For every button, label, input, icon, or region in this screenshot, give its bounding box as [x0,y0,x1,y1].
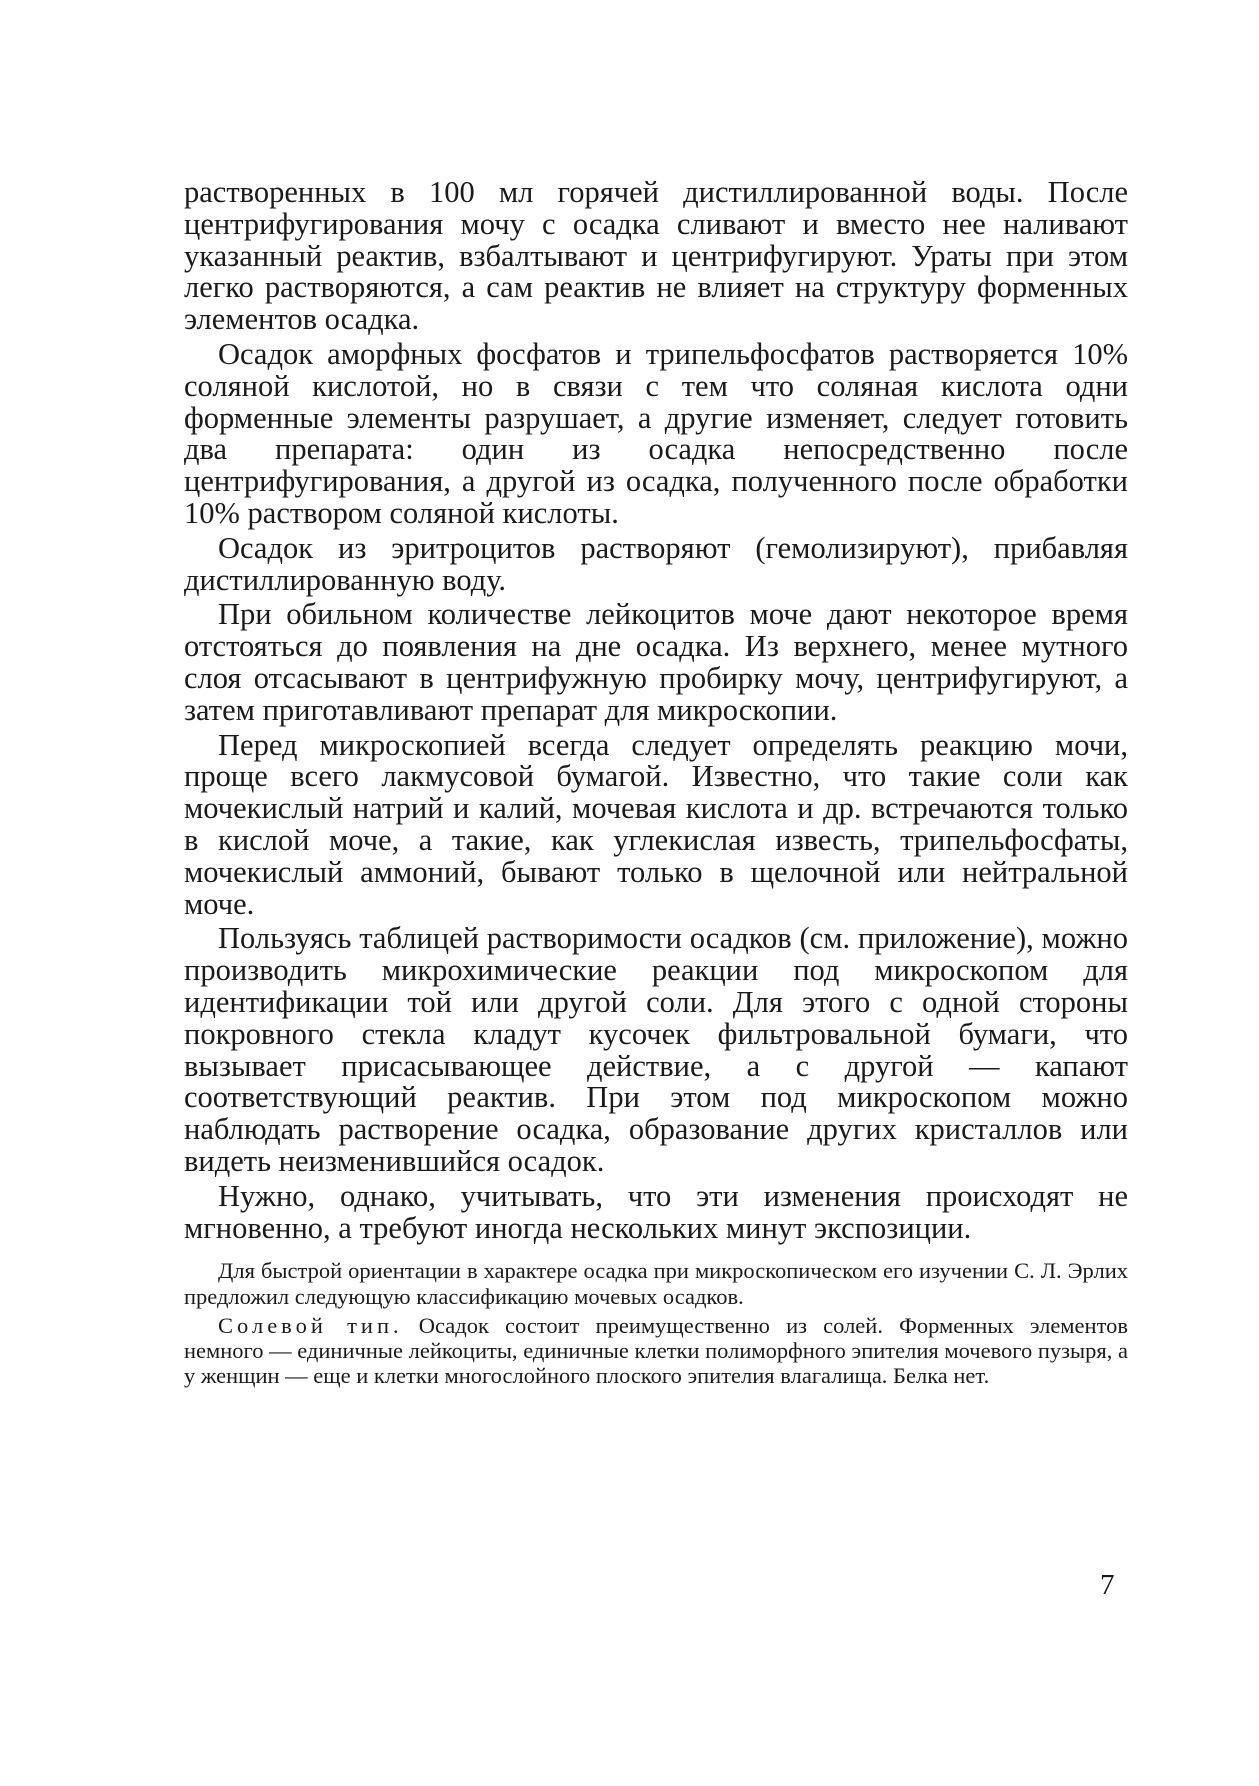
classification-intro: Для быстрой ориентации в характере осадка при микроскопическом его изучении С. Л. Эрлих предложил следующую классификацию мочевых осадков. [184,1258,1128,1309]
page-number: 7 [1100,1569,1115,1601]
paragraph-2: Осадок аморфных фосфатов и трипельфосфатов растворяется 10% соляной кислотой, но в связи с тем что соляная кислота одни форменные элементы разрушает, а другие изменяет, следует готовить два препарата: один из осадка непосредственно после центрифугирования, а другой из осадка, полученного после обработки 10% раствором соляной кислоты. [184,336,1128,530]
page-body [184,177,1128,1388]
paragraph-6: Пользуясь таблицей растворимости осадков (см. приложение), можно производить микрохимические реакции под микроскопом для идентификации той или другой соли. Для этого с одной стороны покровного стекла кладут кусочек фильтровальной бумаги, что вызывает присасывающее действие, а с другой — капают соответствующий реактив. При этом под микроскопом можно наблюдать растворение осадка, образование других кристаллов или видеть неизменившийся осадок. [184,921,1128,1178]
paragraph-4: При обильном количестве лейкоцитов моче дают некоторое время отстояться до появления на дне осадка. Из верхнего, менее мутного слоя отсасывают в центрифужную пробирку мочу, центрифугируют, а затем приготавливают препарат для микроскопии. [184,597,1128,727]
paragraph-5: Перед микроскопией всегда следует определять реакцию мочи, проще всего лакмусовой бумагой. Известно, что такие соли как мочекислый натрий и калий, мочевая кислота и др. встречаются только в кислой моче, а такие, как углекислая известь, трипельфосфаты, мочекислый аммоний, бывают только в щелочной или нейтральной моче. [184,727,1128,921]
salt-type-term: Солевой тип. [218,1312,403,1338]
salt-type-text: Осадок состоит преимущественно из солей. Форменных элементов немного — единичные лейкоциты, единичные клетки полиморфного эпителия мочевого пузыря, а у женщин — еще и клетки многослойного плоского эпителия влагалища. Белка нет. [184,1312,1128,1389]
paragraph-7: Нужно, однако, учитывать, что эти изменения происходят не мгновенно, а требуют иногда нескольких минут экспозиции. [184,1178,1128,1245]
small-print-block [184,1258,1128,1388]
paragraph-1: растворенных в 100 мл горячей дистиллированной воды. После центрифугирования мочу с осадка сливают и вместо нее наливают указанный реактив, взбалтывают и центрифугируют. Ураты при этом легко растворяются, а сам реактив не влияет на структуру форменных элементов осадка. [184,175,1128,337]
paragraph-3: Осадок из эритроцитов растворяют (гемолизируют), прибавляя дистиллированную воду. [184,530,1128,597]
salt-type-paragraph [184,1313,1128,1389]
